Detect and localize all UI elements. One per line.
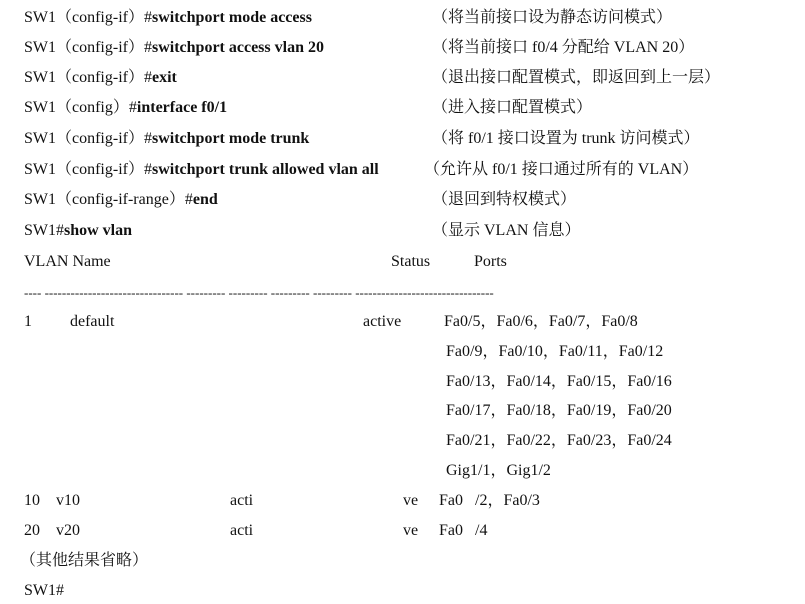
- command-line-6: [24, 160, 379, 180]
- vlan-status: active: [363, 313, 402, 330]
- command: switchport mode trunk: [151, 130, 310, 147]
- final-prompt: SW1#: [24, 582, 64, 599]
- vlan-status-part-a: acti: [230, 522, 254, 539]
- command: show vlan: [64, 222, 133, 239]
- command: switchport mode access: [151, 9, 312, 26]
- command-line-4: [24, 98, 227, 118]
- table-separator: ---- -------------------------------- --------- --------- --------- --------- --------------------------------: [24, 285, 494, 300]
- comment-1: （将当前接口设为静态访问模式）: [432, 9, 673, 26]
- vlan-ports-line: Fa0/5，Fa0/6，Fa0/7，Fa0/8: [444, 313, 638, 330]
- header-vlan-name: VLAN Name: [24, 253, 111, 270]
- prompt: SW1#: [24, 222, 64, 239]
- vlan-ports-line: Fa0/17，Fa0/18，Fa0/19，Fa0/20: [446, 402, 672, 419]
- comment-3: （退出接口配置模式，即返回到上一层）: [432, 69, 721, 86]
- header-status: Status: [391, 253, 431, 270]
- vlan-ports-line: Gig1/1，Gig1/2: [446, 462, 551, 479]
- vlan-id: 10: [24, 492, 40, 509]
- prompt: SW1（config-if）#: [24, 39, 152, 56]
- vlan-status-part-b: ve: [403, 492, 419, 509]
- vlan-name: v20: [56, 522, 80, 539]
- command-line-3: [24, 68, 177, 88]
- prompt: SW1（config-if）#: [24, 130, 152, 147]
- vlan-status-part-a: acti: [230, 492, 254, 509]
- command: switchport trunk allowed vlan all: [151, 161, 379, 178]
- comment-4: （进入接口配置模式）: [432, 99, 593, 116]
- vlan-ports-part-b: /4: [475, 522, 488, 539]
- prompt: SW1（config-if）#: [24, 9, 152, 26]
- omitted-note: （其他结果省略）: [20, 552, 149, 569]
- vlan-ports-line: Fa0/9，Fa0/10，Fa0/11，Fa0/12: [446, 343, 664, 360]
- vlan-ports-line: Fa0/13，Fa0/14，Fa0/15，Fa0/16: [446, 373, 672, 390]
- vlan-name: v10: [56, 492, 80, 509]
- prompt: SW1（config-if-range）#: [24, 191, 193, 208]
- vlan-ports-part-a: Fa0: [439, 522, 463, 539]
- prompt: SW1（config-if）#: [24, 161, 152, 178]
- prompt: SW1（config-if）#: [24, 69, 152, 86]
- command-line-5: [24, 129, 309, 149]
- vlan-id: 20: [24, 522, 40, 539]
- prompt: SW1（config）#: [24, 99, 137, 116]
- command: end: [192, 191, 218, 208]
- command: interface f0/1: [136, 99, 228, 116]
- comment-5: （将 f0/1 接口设置为 trunk 访问模式）: [432, 130, 700, 147]
- command-line-7: [24, 190, 218, 210]
- comment-8: （显示 VLAN 信息）: [432, 222, 581, 239]
- vlan-id: 1: [24, 313, 32, 330]
- command-line-8: [24, 221, 132, 241]
- vlan-ports-part-a: Fa0: [439, 492, 463, 509]
- command-line-2: [24, 38, 324, 58]
- vlan-status-part-b: ve: [403, 522, 419, 539]
- comment-7: （退回到特权模式）: [432, 191, 577, 208]
- vlan-ports-line: Fa0/21，Fa0/22，Fa0/23，Fa0/24: [446, 432, 672, 449]
- vlan-name: default: [70, 313, 115, 330]
- command: switchport access vlan 20: [151, 39, 324, 56]
- vlan-ports-part-b: /2，Fa0/3: [475, 492, 540, 509]
- command-line-1: [24, 8, 312, 28]
- comment-6: （允许从 f0/1 接口通过所有的 VLAN）: [424, 161, 699, 178]
- header-ports: Ports: [474, 253, 507, 270]
- comment-2: （将当前接口 f0/4 分配给 VLAN 20）: [432, 39, 695, 56]
- command: exit: [151, 69, 177, 86]
